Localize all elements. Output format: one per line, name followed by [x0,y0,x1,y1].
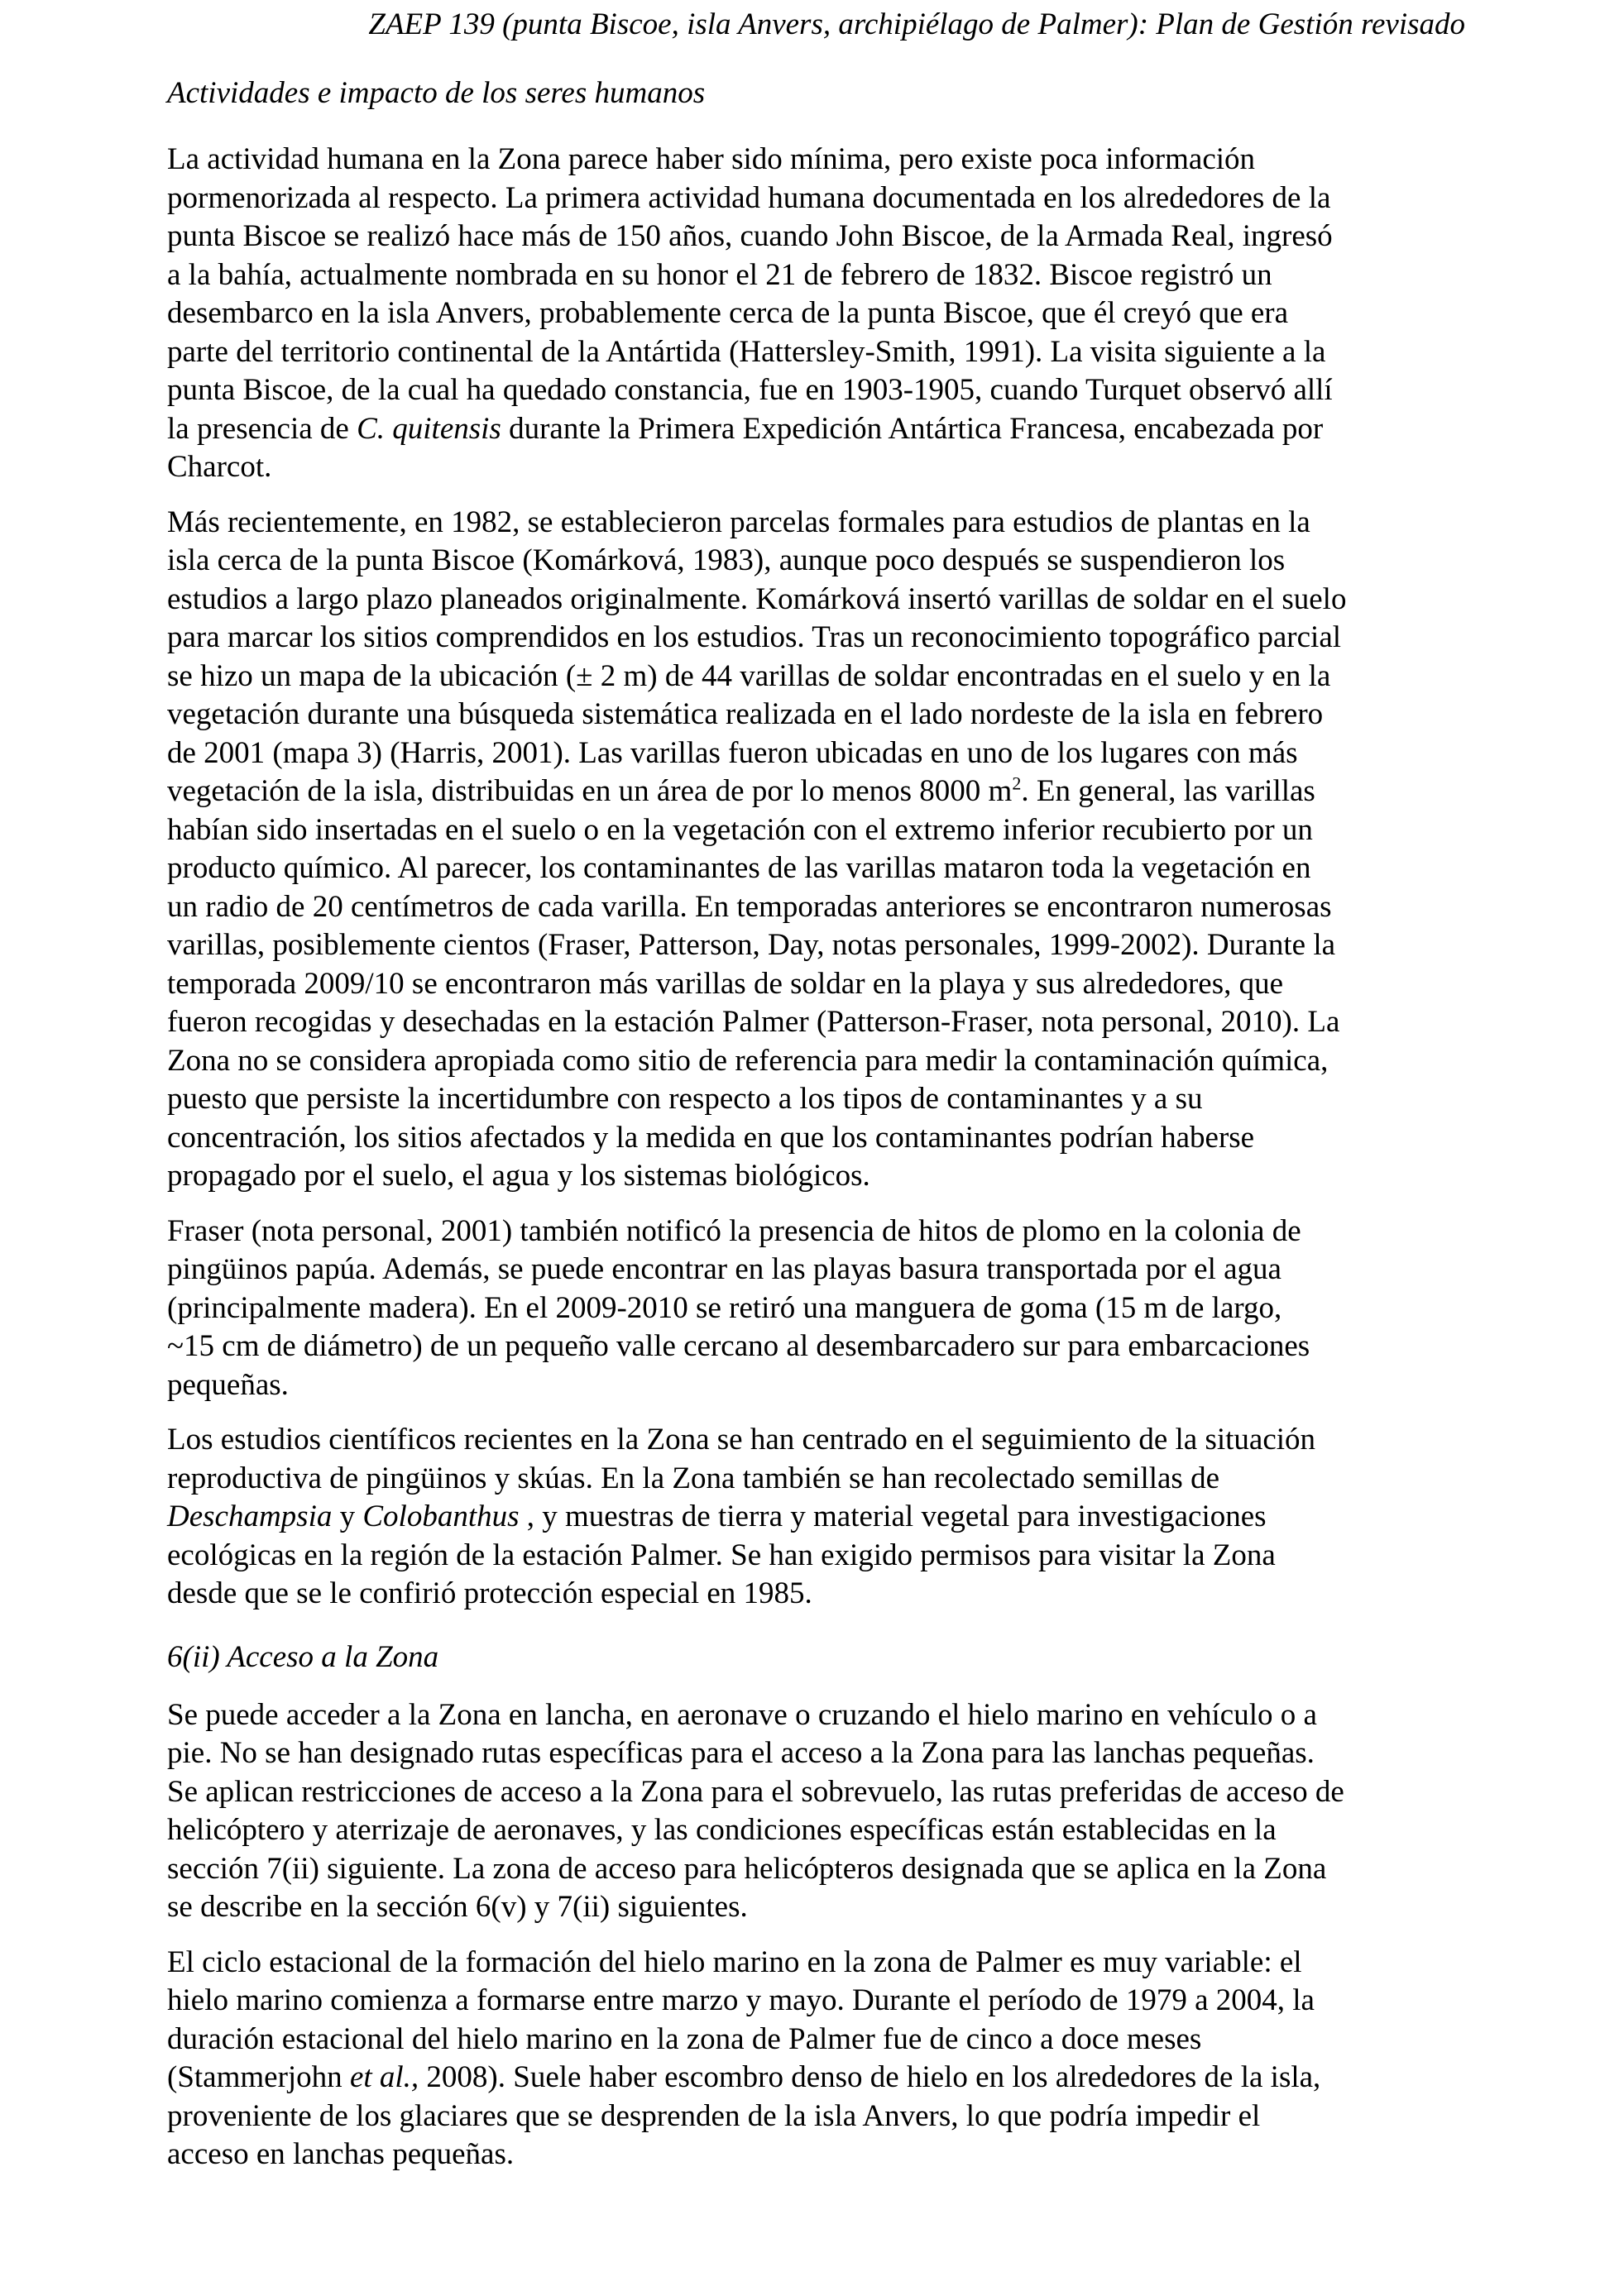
text-line [167,410,1474,449]
document-body [167,74,1474,2174]
text-run: (Stammerjohn [167,2060,350,2094]
text-line: helicóptero y aterrizaje de aeronaves, y las condiciones específicas están establecidas en la [167,1813,1277,1847]
text-line: producto químico. Al parecer, los contaminantes de las varillas mataron toda la vegetación en [167,851,1311,885]
text-run: vegetación de la isla, distribuidas en un área de por lo menos 8000 m [167,774,1013,808]
text-line: La actividad humana en la Zona parece haber sido mínima, pero existe poca información [167,142,1256,176]
text-line: Los estudios científicos recientes en la Zona se han centrado en el seguimiento de la situación [167,1423,1316,1457]
text-line: Charcot. [167,450,272,484]
text-line: concentración, los sitios afectados y la medida en que los contaminantes podrían haberse [167,1120,1255,1155]
text-line: duración estacional del hielo marino en la zona de Palmer fue de cinco a doce meses [167,2021,1202,2056]
paragraph-access-1 [167,1696,1474,1927]
text-run: 2008). Suele haber escombro denso de hielo en los alrededores de la isla, [419,2060,1321,2094]
text-line: para marcar los sitios comprendidos en los estudios. Tras un reconocimiento topográfico parcial [167,620,1342,654]
text-line: Más recientemente, en 1982, se establecieron parcelas formales para estudios de plantas en la [167,505,1310,539]
text-line: hielo marino comienza a formarse entre marzo y mayo. Durante el período de 1979 a 2004, la [167,1983,1315,2017]
text-line: pormenorizada al respecto. La primera actividad humana documentada en los alrededores de la [167,180,1331,215]
text-run: y [332,1500,363,1533]
text-run: durante la Primera Expedición Antártica Francesa, encabezada por [501,411,1324,446]
text-line: ecológicas en la región de la estación Palmer. Se han exigido permisos para visitar la Zona [167,1538,1276,1572]
paragraph-human-activity-1 [167,141,1474,487]
text-line [167,1498,1474,1537]
paragraph-human-activity-4 [167,1421,1474,1614]
text-line: parte del territorio continental de la Antártida (Hattersley-Smith, 1991). La visita siguiente a la [167,334,1326,369]
text-line [167,773,1474,811]
text-line: temporada 2009/10 se encontraron más varillas de soldar en la playa y sus alrededores, que [167,966,1284,1001]
paragraph-access-2 [167,1944,1474,2174]
species-name: Deschampsia [167,1500,333,1533]
text-line: ~15 cm de diámetro) de un pequeño valle cercano al desembarcadero sur para embarcaciones [167,1329,1310,1363]
text-line: de 2001 (mapa 3) (Harris, 2001). Las varillas fueron ubicadas en uno de los lugares con más [167,735,1298,770]
text-line: El ciclo estacional de la formación del hielo marino en la zona de Palmer es muy variable: el [167,1944,1302,1979]
text-line: desembarco en la isla Anvers, probablemente cerca de la punta Biscoe, que él creyó que era [167,296,1289,330]
species-name: C. quitensis [357,411,501,446]
text-line: Se puede acceder a la Zona en lancha, en aeronave o cruzando el hielo marino en vehículo o a [167,1697,1317,1732]
text-line: punta Biscoe, de la cual ha quedado constancia, fue en 1903-1905, cuando Turquet observó allí [167,373,1333,407]
superscript: 2 [1012,773,1022,794]
species-name: Colobanthus [362,1500,520,1533]
paragraph-human-activity-3 [167,1213,1474,1405]
text-line: punta Biscoe se realizó hace más de 150 años, cuando John Biscoe, de la Armada Real, ingresó [167,219,1333,253]
text-line: puesto que persiste la incertidumbre con respecto a los tipos de contaminantes y a su [167,1082,1203,1116]
text-line: Zona no se considera apropiada como sitio de referencia para medir la contaminación química, [167,1043,1329,1078]
text-line: propagado por el suelo, el agua y los sistemas biológicos. [167,1159,870,1193]
text-line: Se aplican restricciones de acceso a la Zona para el sobrevuelo, las rutas preferidas de acceso de [167,1774,1344,1809]
text-line: sección 7(ii) siguiente. La zona de acceso para helicópteros designada que se aplica en la Zona [167,1851,1327,1886]
text-line: habían sido insertadas en el suelo o en la vegetación con el extremo inferior recubierto por un [167,812,1313,847]
text-run: . En general, las varillas [1021,774,1315,808]
text-line: estudios a largo plazo planeados originalmente. Komárková insertó varillas de soldar en el suelo [167,581,1347,616]
text-line: vegetación durante una búsqueda sistemática realizada en el lado nordeste de la isla en febrero [167,697,1324,731]
text-line: un radio de 20 centímetros de cada varilla. En temporadas anteriores se encontraron numerosas [167,889,1332,924]
text-run: , y muestras de tierra y material vegetal para investigaciones [519,1500,1267,1533]
text-line: varillas, posiblemente cientos (Fraser, Patterson, Day, notas personales, 1999-2002). Durante la [167,928,1336,962]
text-line: pingüinos papúa. Además, se puede encontrar en las playas basura transportada por el agua [167,1252,1281,1286]
text-line: se hizo un mapa de la ubicación (± 2 m) de 44 varillas de soldar encontradas en el suelo y en la [167,658,1331,693]
text-line: se describe en la sección 6(v) y 7(ii) siguientes. [167,1890,748,1924]
text-line: proveniente de los glaciares que se desprenden de la isla Anvers, lo que podría impedir el [167,2098,1261,2133]
text-line: acceso en lanchas pequeñas. [167,2137,515,2171]
running-header: ZAEP 139 (punta Biscoe, isla Anvers, archipiélago de Palmer): Plan de Gestión revisado [368,7,1465,41]
citation-italic: et al., [349,2060,419,2094]
text-line: pie. No se han designado rutas específicas para el acceso a la Zona para las lanchas pequeñas. [167,1736,1315,1770]
text-line: isla cerca de la punta Biscoe (Komárková, 1983), aunque poco después se suspendieron los [167,543,1286,577]
text-line: Fraser (nota personal, 2001) también notificó la presencia de hitos de plomo en la colonia de [167,1213,1301,1248]
text-line: fueron recogidas y desechadas en la estación Palmer (Patterson-Fraser, nota personal, 2010). La [167,1005,1340,1039]
section-heading-human-activity: Actividades e impacto de los seres humanos [167,76,706,110]
text-line [167,2059,1474,2097]
text-run: la presencia de [167,411,357,446]
text-line: desde que se le confirió protección especial en 1985. [167,1576,812,1610]
text-line: pequeñas. [167,1367,289,1402]
section-heading-access: 6(ii) Acceso a la Zona [167,1639,439,1674]
text-line: reproductiva de pingüinos y skúas. En la Zona también se han recolectado semillas de [167,1461,1220,1495]
text-line: a la bahía, actualmente nombrada en su honor el 21 de febrero de 1832. Biscoe registró un [167,257,1272,292]
text-line: (principalmente madera). En el 2009-2010 se retiró una manguera de goma (15 m de largo, [167,1290,1282,1325]
paragraph-human-activity-2 [167,504,1474,1196]
